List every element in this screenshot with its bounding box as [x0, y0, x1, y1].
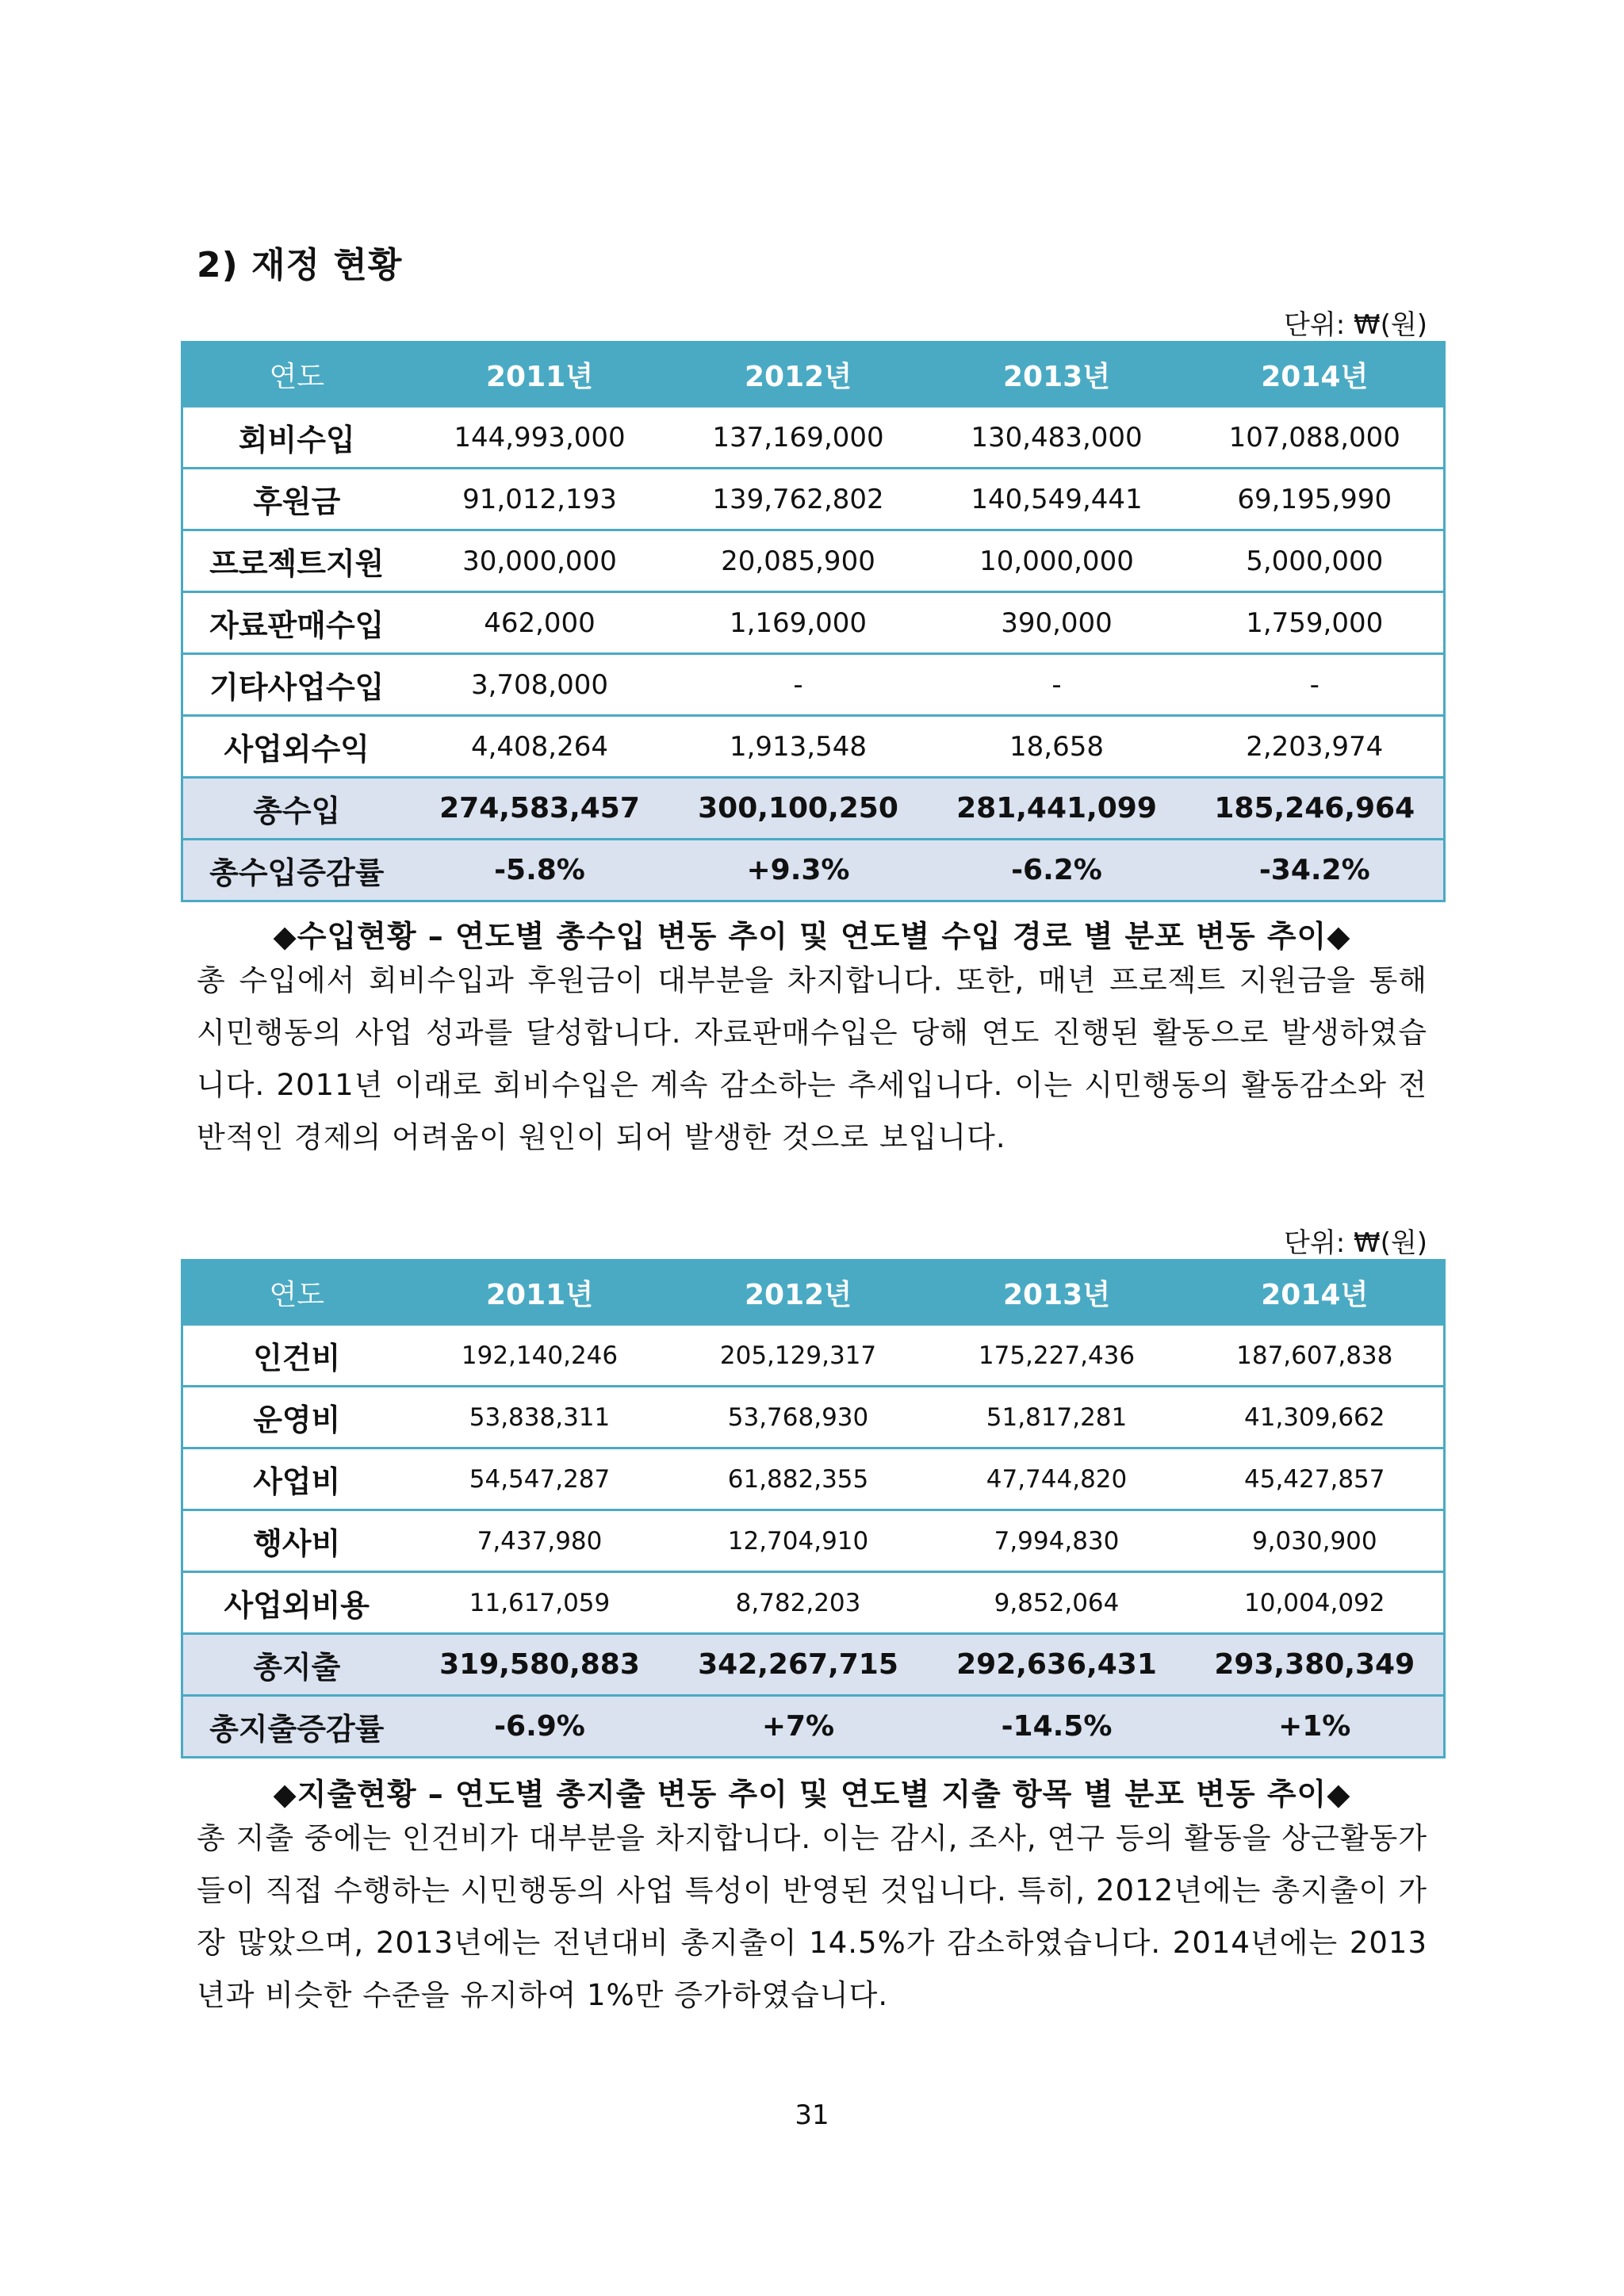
table-cell: 7,437,980	[411, 1510, 669, 1572]
table-cell: 187,607,838	[1186, 1325, 1445, 1387]
table-row	[182, 469, 1445, 530]
row-label: 총지출	[182, 1634, 411, 1696]
row-label: 총지출증감률	[182, 1696, 411, 1758]
table-cell: 9,852,064	[928, 1572, 1186, 1634]
table-cell: 53,838,311	[411, 1387, 669, 1448]
income-paragraph: 총 수입에서 회비수입과 후원금이 대부분을 차지합니다. 또한, 매년 프로젝트 지원금을 통해 시민행동의 사업 성과를 달성합니다. 자료판매수입은 당해 연도 진행된 활동으로 발생하였습니다. 2011년 이래로 회비수입은 계속 감소하는 추세입니다. 이는 시민행동의 활동감소와 전반적인 경제의 어려움이 원인이 되어 발생한 것으로 보입니다.	[197, 963, 1427, 1154]
income-table	[181, 341, 1446, 902]
table-cell: 144,993,000	[411, 407, 669, 469]
table-cell: 107,088,000	[1186, 407, 1445, 469]
row-label: 회비수입	[182, 407, 411, 469]
section-title: 2) 재정 현황	[197, 245, 403, 285]
row-label: 사업비	[182, 1448, 411, 1510]
growth-rate-row	[182, 1696, 1445, 1758]
header-cell-2013: 2013년	[928, 342, 1186, 407]
table-row	[182, 1387, 1445, 1448]
table-cell: 53,768,930	[669, 1387, 928, 1448]
table-row	[182, 716, 1445, 778]
table-cell: -14.5%	[928, 1696, 1186, 1758]
table-cell: 300,100,250	[669, 778, 928, 840]
table-cell: -	[669, 654, 928, 716]
table-cell: -	[928, 654, 1186, 716]
table-cell: 61,882,355	[669, 1448, 928, 1510]
growth-rate-row	[182, 840, 1445, 901]
table-cell: 30,000,000	[411, 530, 669, 592]
table-cell: -34.2%	[1186, 840, 1445, 901]
table-cell: 10,004,092	[1186, 1572, 1445, 1634]
income-unit-label: 단위: ₩(원)	[1284, 309, 1427, 341]
table-row	[182, 407, 1445, 469]
page-number: 31	[795, 2099, 829, 2131]
table-cell: -5.8%	[411, 840, 669, 901]
table-cell: 319,580,883	[411, 1634, 669, 1696]
table-cell: 3,708,000	[411, 654, 669, 716]
table-cell: 51,817,281	[928, 1387, 1186, 1448]
table-cell: 11,617,059	[411, 1572, 669, 1634]
table-cell: +1%	[1186, 1696, 1445, 1758]
table-cell: 292,636,431	[928, 1634, 1186, 1696]
header-cell-2013: 2013년	[928, 1261, 1186, 1325]
table-cell: 137,169,000	[669, 407, 928, 469]
table-cell: 45,427,857	[1186, 1448, 1445, 1510]
table-cell: 4,408,264	[411, 716, 669, 778]
table-row	[182, 1448, 1445, 1510]
table-row	[182, 592, 1445, 654]
row-label: 인건비	[182, 1325, 411, 1387]
table-cell: 342,267,715	[669, 1634, 928, 1696]
row-label: 사업외비용	[182, 1572, 411, 1634]
table-cell: 18,658	[928, 716, 1186, 778]
row-label: 총수입증감률	[182, 840, 411, 901]
header-cell-2011: 2011년	[411, 1261, 669, 1325]
table-cell: 1,169,000	[669, 592, 928, 654]
table-cell: 1,759,000	[1186, 592, 1445, 654]
table-cell: 390,000	[928, 592, 1186, 654]
table-cell: 47,744,820	[928, 1448, 1186, 1510]
table-cell: 281,441,099	[928, 778, 1186, 840]
expense-table	[181, 1259, 1446, 1758]
expense-unit-label: 단위: ₩(원)	[1284, 1227, 1427, 1259]
total-row	[182, 778, 1445, 840]
table-cell: 139,762,802	[669, 469, 928, 530]
table-cell: 10,000,000	[928, 530, 1186, 592]
table-cell: 7,994,830	[928, 1510, 1186, 1572]
header-cell-year: 연도	[182, 1261, 411, 1325]
row-label: 총수입	[182, 778, 411, 840]
row-label: 자료판매수입	[182, 592, 411, 654]
header-cell-year: 연도	[182, 342, 411, 407]
table-cell: 175,227,436	[928, 1325, 1186, 1387]
row-label: 기타사업수입	[182, 654, 411, 716]
row-label: 운영비	[182, 1387, 411, 1448]
total-row	[182, 1634, 1445, 1696]
table-cell: 8,782,203	[669, 1572, 928, 1634]
table-cell: 91,012,193	[411, 469, 669, 530]
table-cell: 140,549,441	[928, 469, 1186, 530]
table-cell: 12,704,910	[669, 1510, 928, 1572]
table-cell: 130,483,000	[928, 407, 1186, 469]
table-cell: +9.3%	[669, 840, 928, 901]
table-cell: 69,195,990	[1186, 469, 1445, 530]
table-row	[182, 530, 1445, 592]
table-row	[182, 654, 1445, 716]
table-cell: 192,140,246	[411, 1325, 669, 1387]
table-cell: 9,030,900	[1186, 1510, 1445, 1572]
table-cell: 185,246,964	[1186, 778, 1445, 840]
expense-paragraph: 총 지출 중에는 인건비가 대부분을 차지합니다. 이는 감시, 조사, 연구 등의 활동을 상근활동가들이 직접 수행하는 시민행동의 사업 특성이 반영된 것입니다. 특히, 2012년에는 총지출이 가장 많았으며, 2013년에는 전년대비 총지출이 14.5%가 감소하였습니다. 2014년에는 2013년과 비슷한 수준을 유지하여 1%만 증가하였습니다.	[197, 1821, 1427, 2012]
table-cell: 41,309,662	[1186, 1387, 1445, 1448]
header-cell-2014: 2014년	[1186, 1261, 1445, 1325]
table-cell: -6.9%	[411, 1696, 669, 1758]
header-cell-2012: 2012년	[669, 1261, 928, 1325]
table-cell: 1,913,548	[669, 716, 928, 778]
table-cell: 2,203,974	[1186, 716, 1445, 778]
table-cell: 293,380,349	[1186, 1634, 1445, 1696]
table-row	[182, 1572, 1445, 1634]
row-label: 행사비	[182, 1510, 411, 1572]
table-cell: 462,000	[411, 592, 669, 654]
income-header-row	[182, 342, 1445, 407]
income-caption: ◆수입현황 – 연도별 총수입 변동 추이 및 연도별 수입 경로 별 분포 변동 추이◆	[273, 919, 1351, 954]
table-cell: -6.2%	[928, 840, 1186, 901]
row-label: 사업외수익	[182, 716, 411, 778]
table-row	[182, 1510, 1445, 1572]
table-cell: -	[1186, 654, 1445, 716]
expense-caption: ◆지출현황 – 연도별 총지출 변동 추이 및 연도별 지출 항목 별 분포 변동 추이◆	[273, 1777, 1351, 1812]
row-label: 프로젝트지원	[182, 530, 411, 592]
expense-header-row	[182, 1261, 1445, 1325]
row-label: 후원금	[182, 469, 411, 530]
header-cell-2011: 2011년	[411, 342, 669, 407]
table-cell: +7%	[669, 1696, 928, 1758]
table-cell: 274,583,457	[411, 778, 669, 840]
table-row	[182, 1325, 1445, 1387]
table-cell: 54,547,287	[411, 1448, 669, 1510]
header-cell-2014: 2014년	[1186, 342, 1445, 407]
header-cell-2012: 2012년	[669, 342, 928, 407]
table-cell: 20,085,900	[669, 530, 928, 592]
table-cell: 205,129,317	[669, 1325, 928, 1387]
table-cell: 5,000,000	[1186, 530, 1445, 592]
